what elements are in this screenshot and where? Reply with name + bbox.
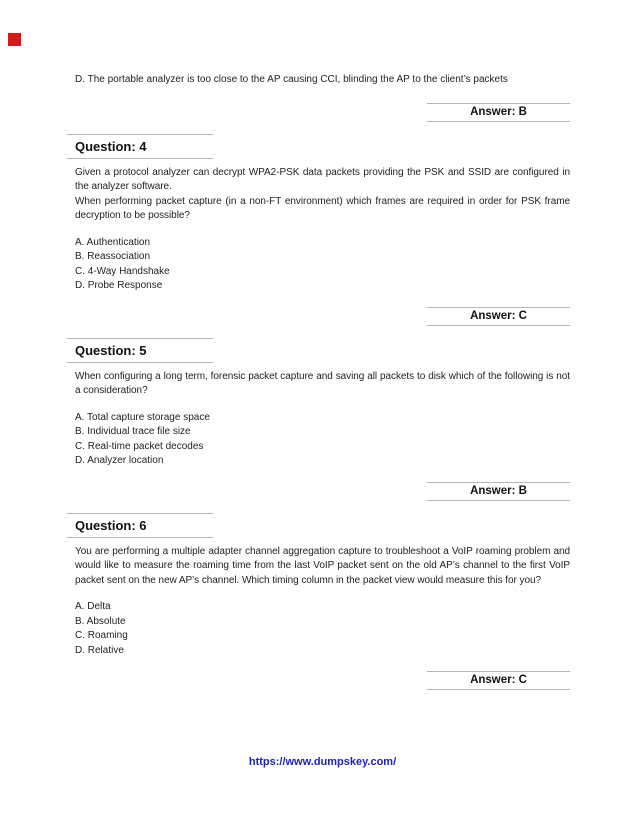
question-6-heading: Question: 6 bbox=[67, 513, 213, 538]
option-c: C. Real-time packet decodes bbox=[75, 440, 204, 452]
question-4-options bbox=[75, 236, 570, 294]
answer-text-q6: Answer: C bbox=[470, 674, 527, 686]
option-b: B. Individual trace file size bbox=[75, 426, 191, 437]
red-square-marker bbox=[8, 33, 21, 46]
question-4-heading: Question: 4 bbox=[67, 134, 213, 159]
question-6-options bbox=[75, 600, 570, 658]
question-5-heading: Question: 5 bbox=[67, 338, 213, 363]
page-footer bbox=[75, 752, 570, 770]
option-b: B. Absolute bbox=[75, 615, 126, 627]
option-b: B. Reassociation bbox=[75, 251, 151, 262]
question-5-paragraph-1: When configuring a long term, forensic packet capture and saving all packets to disk which of the following is not a consideration? bbox=[75, 370, 570, 396]
question-6-paragraph-1: You are performing a multiple adapter channel aggregation capture to troubleshoot a VoIP roaming problem and would like to measure the roaming time from the last VoIP packet sent on the old AP’s channel to the first VoIP packet sent on the new AP’s channel. Which timing column in the packet view would measure this for you? bbox=[75, 545, 570, 586]
answer-text-q4: Answer: C bbox=[470, 309, 527, 322]
option-d: D. Analyzer location bbox=[75, 455, 164, 466]
answer-box-q6 bbox=[427, 671, 570, 690]
question-block-4 bbox=[75, 134, 570, 326]
question-4-paragraph-2: When performing packet capture (in a non-FT environment) which frames are required in order for PSK frame decryption to be possible? bbox=[75, 195, 570, 221]
option-a: A. Total capture storage space bbox=[75, 411, 210, 423]
option-a: A. Delta bbox=[75, 601, 111, 612]
answer-text-q5: Answer: B bbox=[470, 484, 527, 497]
option-c: C. Roaming bbox=[75, 630, 128, 641]
footer-link[interactable]: https://www.dumpskey.com/ bbox=[248, 756, 397, 768]
option-d: D. Relative bbox=[75, 644, 124, 656]
option-d: D. Probe Response bbox=[75, 280, 163, 291]
answer-box-q4 bbox=[427, 307, 570, 326]
answer-text-q3: Answer: B bbox=[470, 105, 527, 118]
previous-question-option-d: D. The portable analyzer is too close to the AP causing CCI, blinding the AP to the client’s packets bbox=[75, 74, 508, 85]
option-c: C. 4-Way Handshake bbox=[75, 265, 170, 277]
answer-box-q5 bbox=[427, 482, 570, 501]
question-block-6 bbox=[75, 513, 570, 691]
answer-box-q3 bbox=[427, 103, 570, 122]
question-5-options bbox=[75, 411, 570, 469]
question-4-paragraph-1: Given a protocol analyzer can decrypt WPA2-PSK data packets providing the PSK and SSID are configured in the analyzer software. bbox=[75, 166, 570, 192]
option-a: A. Authentication bbox=[75, 236, 151, 248]
question-block-5 bbox=[75, 338, 570, 501]
